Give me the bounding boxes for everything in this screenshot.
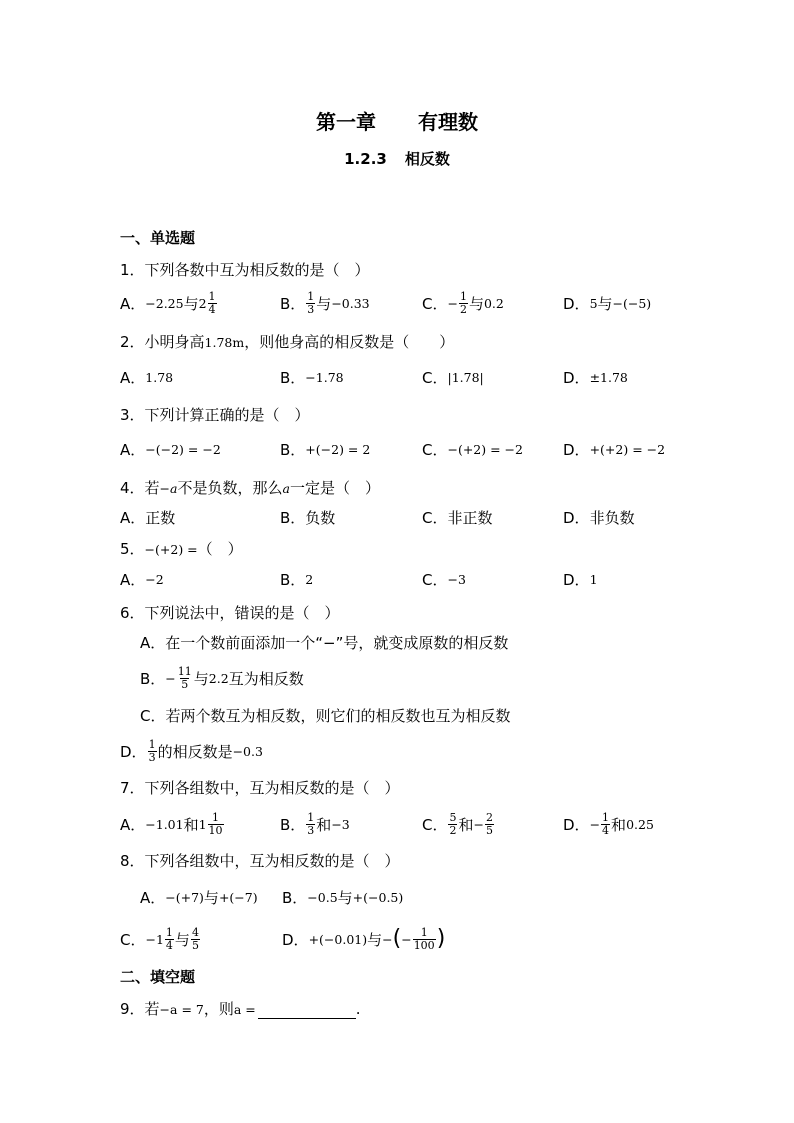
- question-8-stem: 8．下列各组数中，互为相反数的是（ ）: [120, 852, 400, 870]
- math-value: −(−2) = −2: [145, 441, 221, 457]
- question-2-stem: [120, 331, 454, 352]
- math-value: −(+7): [165, 889, 204, 905]
- section-heading-single-choice: 一、单选题: [120, 229, 196, 247]
- fraction: $\frac{1}{4}$: [208, 289, 216, 316]
- connector-text: 与: [468, 294, 484, 313]
- math-value: −0.5: [307, 889, 338, 905]
- option-label: D．: [563, 440, 590, 459]
- fraction: $\frac{1}{3}$: [307, 289, 315, 316]
- option-d[interactable]: [563, 435, 665, 463]
- math-value: −3: [447, 571, 466, 587]
- option-b[interactable]: [280, 565, 313, 593]
- connector-text: 和: [611, 815, 627, 834]
- option-label: D．: [120, 742, 147, 761]
- option-label: A．: [120, 368, 146, 387]
- math-value: −1.01: [145, 816, 184, 832]
- option-text: 的相反数是: [157, 742, 233, 761]
- stem-text: 4．若: [120, 479, 160, 497]
- connector-text: 与: [174, 930, 190, 949]
- stem-text: 不是负数，那么: [177, 479, 283, 497]
- option-b[interactable]: [140, 664, 304, 692]
- question-3-stem: 3．下列计算正确的是（ ）: [120, 406, 310, 424]
- math-value: 2: [305, 571, 314, 587]
- page-title: [0, 106, 794, 135]
- answer-blank[interactable]: [258, 1004, 356, 1019]
- question-6-stem: 6．下列说法中，错误的是（ ）: [120, 604, 340, 622]
- math-value: +(−7): [218, 889, 258, 905]
- math-value: −(−5): [612, 295, 652, 311]
- stem-text: 2．小明身高: [120, 333, 205, 351]
- option-text: 非负数: [589, 508, 635, 527]
- math-value: −a = 7: [159, 1002, 204, 1017]
- connector-text: 和: [183, 815, 199, 834]
- fraction: $\frac{1}{10}$: [208, 810, 223, 837]
- option-text: 非正数: [447, 508, 493, 527]
- option-b[interactable]: [282, 883, 403, 911]
- math-value: −1.78: [305, 369, 344, 385]
- math-value: 1.78m: [204, 335, 245, 350]
- stem-text: （ ）: [197, 540, 243, 558]
- fraction: $\frac{4}{5}$: [191, 925, 199, 952]
- minus-sign: −: [382, 931, 393, 947]
- connector-text: 与: [367, 930, 383, 949]
- option-a[interactable]: [140, 628, 508, 656]
- option-label: C．: [422, 440, 448, 459]
- math-value: −0.3: [232, 743, 263, 759]
- option-c[interactable]: [422, 565, 466, 593]
- option-d[interactable]: [563, 503, 635, 531]
- stem-text: .: [355, 1000, 361, 1018]
- option-c[interactable]: [140, 701, 511, 729]
- option-b[interactable]: [280, 289, 370, 317]
- option-a[interactable]: [140, 883, 258, 911]
- math-value: −2: [145, 571, 164, 587]
- option-c[interactable]: [422, 363, 484, 391]
- option-label: A．: [120, 440, 146, 459]
- option-label: A．: [140, 888, 166, 907]
- option-label: C．: [422, 815, 448, 834]
- math-value: 2.2: [208, 670, 229, 686]
- math-value: −(+2) =: [144, 542, 198, 557]
- math-value: |1.78|: [447, 369, 484, 385]
- math-value: 1: [589, 571, 598, 587]
- fraction: $\frac{2}{5}$: [485, 810, 493, 837]
- option-label: B．: [282, 888, 308, 907]
- option-c[interactable]: [422, 503, 493, 531]
- option-label: A．: [120, 294, 146, 313]
- math-value: −2.25: [145, 295, 184, 311]
- option-label: B．: [280, 368, 306, 387]
- option-label: B．: [140, 669, 166, 688]
- option-label: D．: [563, 508, 590, 527]
- minus-sign: −: [165, 670, 176, 686]
- option-d[interactable]: [563, 565, 598, 593]
- section-heading-fill-blank: 二、填空题: [120, 968, 196, 986]
- mixed-whole: 1: [198, 816, 207, 832]
- chapter-number: 第一章: [316, 110, 376, 134]
- connector-text: 与: [316, 294, 332, 313]
- math-value: −3: [331, 816, 350, 832]
- chapter-name: 有理数: [418, 110, 478, 134]
- option-text: 若两个数互为相反数，则它们的相反数也互为相反数: [165, 706, 511, 725]
- connector-text: 与: [183, 294, 199, 313]
- option-text: 互为相反数: [228, 669, 304, 688]
- option-c[interactable]: [422, 435, 523, 463]
- option-label: B．: [280, 508, 306, 527]
- math-value: 5: [589, 295, 598, 311]
- connector-text: 与: [337, 888, 353, 907]
- option-d[interactable]: [563, 363, 628, 391]
- option-d[interactable]: [282, 925, 445, 953]
- question-1-options: [120, 289, 720, 317]
- option-a[interactable]: [120, 503, 175, 531]
- question-7-options: [120, 810, 720, 838]
- math-value: −0.33: [331, 295, 370, 311]
- stem-text: 一定是（ ）: [289, 479, 380, 497]
- connector-text: 与: [193, 669, 209, 688]
- fraction: $\frac{1}{2}$: [459, 289, 467, 316]
- option-d[interactable]: [563, 289, 651, 317]
- fraction: $\frac{11}{5}$: [177, 664, 192, 691]
- question-4-options: [120, 503, 720, 531]
- math-value: ±1.78: [589, 369, 628, 385]
- question-9-stem: [120, 998, 361, 1019]
- stem-text: 9．若: [120, 1000, 160, 1018]
- fraction: $\frac{1}{4}$: [165, 925, 173, 952]
- option-c[interactable]: [120, 925, 201, 953]
- option-label: B．: [280, 815, 306, 834]
- option-label: A．: [120, 508, 146, 527]
- option-label: A．: [140, 633, 166, 652]
- option-label: C．: [422, 570, 448, 589]
- math-value: +(−2) = 2: [305, 441, 371, 457]
- connector-text: 与: [597, 294, 613, 313]
- option-label: A．: [120, 815, 146, 834]
- option-label: D．: [563, 570, 590, 589]
- option-text: 正数: [145, 508, 176, 527]
- option-label: C．: [120, 930, 146, 949]
- section-number: 1.2.3: [344, 150, 387, 168]
- option-a[interactable]: [120, 289, 218, 317]
- connector-text: 和: [458, 815, 474, 834]
- connector-text: 和: [316, 815, 332, 834]
- option-b[interactable]: [280, 810, 350, 838]
- option-label: C．: [422, 508, 448, 527]
- stem-text: ，则他身高的相反数是（ ）: [244, 333, 455, 351]
- option-c[interactable]: [422, 810, 495, 838]
- option-a[interactable]: [120, 435, 221, 463]
- question-2-options: [120, 363, 720, 391]
- option-text: 在一个数前面添加一个“−”号，就变成原数的相反数: [165, 633, 509, 652]
- option-label: B．: [280, 294, 306, 313]
- option-b[interactable]: [280, 363, 344, 391]
- math-value: a =: [233, 1002, 256, 1017]
- section-name: 相反数: [404, 150, 450, 168]
- question-1-stem: 1．下列各数中互为相反数的是（ ）: [120, 261, 370, 279]
- minus-sign: −: [401, 931, 412, 947]
- fraction: $\frac{5}{2}$: [449, 810, 457, 837]
- math-value: a: [282, 481, 290, 496]
- option-text: 负数: [305, 508, 336, 527]
- option-label: C．: [422, 294, 448, 313]
- option-label: D．: [563, 368, 590, 387]
- math-value: 1.78: [145, 369, 174, 385]
- minus-sign: −: [589, 816, 601, 832]
- math-value: +(+2) = −2: [589, 441, 666, 457]
- math-value: −(+2) = −2: [447, 441, 523, 457]
- option-b[interactable]: [280, 503, 335, 531]
- option-b[interactable]: [280, 435, 370, 463]
- question-5-stem: [120, 538, 243, 559]
- mixed-whole: 2: [198, 295, 207, 311]
- math-value: −a: [159, 481, 178, 496]
- math-value: 0.25: [626, 816, 654, 832]
- option-a[interactable]: [120, 565, 164, 593]
- right-paren: ): [436, 926, 446, 951]
- option-d[interactable]: [120, 737, 263, 765]
- option-c[interactable]: [422, 289, 504, 317]
- option-d[interactable]: [563, 810, 654, 838]
- question-7-stem: 7．下列各组数中，互为相反数的是（ ）: [120, 779, 400, 797]
- section-title: [0, 148, 794, 169]
- stem-text: 5．: [120, 540, 145, 558]
- option-label: D．: [282, 930, 309, 949]
- math-value: +(−0.01): [308, 931, 368, 947]
- option-label: D．: [563, 815, 590, 834]
- question-5-options: [120, 565, 720, 593]
- option-label: C．: [140, 706, 166, 725]
- option-label: B．: [280, 570, 306, 589]
- option-label: A．: [120, 570, 146, 589]
- math-value: 0.2: [483, 295, 504, 311]
- mixed-whole: −1: [145, 931, 164, 947]
- fraction: $\frac{1}{3}$: [148, 737, 156, 764]
- option-a[interactable]: [120, 363, 173, 391]
- option-label: B．: [280, 440, 306, 459]
- minus-sign: −: [447, 295, 458, 311]
- math-value: +(−0.5): [352, 889, 404, 905]
- question-3-options: [120, 435, 720, 463]
- stem-text: ，则: [203, 1000, 234, 1018]
- option-a[interactable]: [120, 810, 225, 838]
- fraction: $\frac{1}{100}$: [413, 925, 435, 952]
- fraction: $\frac{1}{3}$: [307, 810, 315, 837]
- question-4-stem: [120, 477, 380, 498]
- connector-text: 与: [203, 888, 219, 907]
- fraction: $\frac{1}{4}$: [602, 810, 610, 837]
- option-label: D．: [563, 294, 590, 313]
- left-paren: (: [392, 926, 402, 951]
- option-label: C．: [422, 368, 448, 387]
- minus-sign: −: [473, 816, 484, 832]
